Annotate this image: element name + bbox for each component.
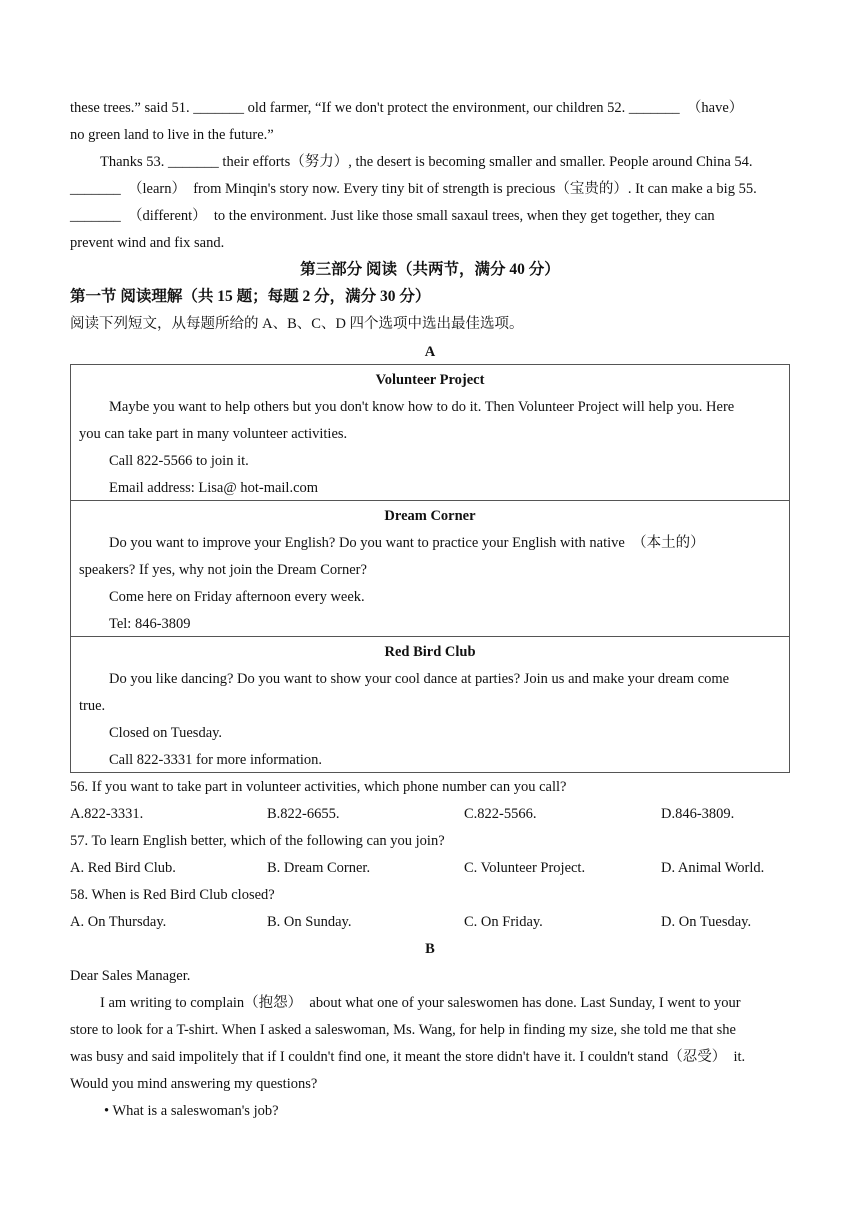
question-stem: 56. If you want to take part in volunteer activities, which phone number can you call?: [70, 779, 567, 795]
bullet-question: • What is a saleswoman's job?: [104, 1103, 279, 1119]
answer-option: D. On Tuesday.: [661, 914, 752, 930]
answer-option: A.822-3331.: [70, 806, 144, 822]
passage-label: A: [424, 344, 436, 360]
letter-line: was busy and said impolitely that if I couldn't find one, it meant the store didn't have it. I couldn't stand（忍受） it.: [70, 1049, 746, 1065]
passage-line: no green land to live in the future.”: [70, 127, 274, 143]
ad-line: Maybe you want to help others but you don't know how to do it. Then Volunteer Project will help you. Here: [109, 399, 735, 415]
ad-line: true.: [79, 698, 106, 714]
answer-option: C.822-5566.: [464, 806, 537, 822]
answer-option: A. On Thursday.: [70, 914, 167, 930]
section-title: 第三部分 阅读（共两节，满分 40 分）: [300, 261, 560, 278]
ad-title: Dream Corner: [384, 508, 476, 524]
passage-line: these trees.” said 51. _______ old farmer, “If we don't protect the environment, our children 52. _______ （have）: [70, 100, 744, 116]
ad-box-dream-corner: [70, 500, 790, 637]
ad-line: Do you want to improve your English? Do you want to practice your English with native （本土的）: [109, 535, 705, 551]
letter-line: store to look for a T-shirt. When I asked a saleswoman, Ms. Wang, for help in finding my size, she told me that she: [70, 1022, 736, 1038]
passage-line: _______ （different） to the environment. Just like those small saxaul trees, when they get together, they can: [70, 208, 715, 224]
ad-line: speakers? If yes, why not join the Dream Corner?: [79, 562, 367, 578]
answer-option: C. Volunteer Project.: [464, 860, 586, 876]
ad-line: Do you like dancing? Do you want to show your cool dance at parties? Join us and make your dream come: [109, 671, 730, 687]
letter-salutation: Dear Sales Manager.: [70, 968, 191, 984]
answer-option: B. Dream Corner.: [267, 860, 371, 876]
answer-option: B. On Sunday.: [267, 914, 352, 930]
ad-box-red-bird-club: [70, 636, 790, 773]
answer-option: D. Animal World.: [661, 860, 765, 876]
ad-line: Call 822-3331 for more information.: [109, 752, 323, 768]
answer-option: D.846-3809.: [661, 806, 735, 822]
ad-line: Come here on Friday afternoon every week.: [109, 589, 365, 605]
passage-line: _______ （learn） from Minqin's story now. Every tiny bit of strength is precious（宝贵的）. It can make a big 55.: [70, 181, 757, 197]
ad-line: Tel: 846-3809: [109, 616, 191, 632]
passage-line: Thanks 53. _______ their efforts（努力）, the desert is becoming smaller and smaller. People around China 54.: [100, 154, 753, 170]
ad-box-volunteer-project: [70, 364, 790, 501]
ad-line: Call 822-5566 to join it.: [109, 453, 249, 469]
ad-line: you can take part in many volunteer activities.: [79, 426, 348, 442]
subsection-title: 第一节 阅读理解（共 15 题；每题 2 分，满分 30 分）: [70, 288, 431, 305]
ad-line: Closed on Tuesday.: [109, 725, 223, 741]
instruction-text: 阅读下列短文，从每题所给的 A、B、C、D 四个选项中选出最佳选项。: [70, 316, 524, 332]
passage-line: prevent wind and fix sand.: [70, 235, 225, 251]
ad-title: Volunteer Project: [375, 372, 485, 388]
passage-label: B: [425, 941, 435, 957]
ad-line: Email address: Lisa@ hot-mail.com: [109, 480, 319, 496]
question-stem: 57. To learn English better, which of the following can you join?: [70, 833, 445, 849]
ad-title: Red Bird Club: [384, 644, 476, 660]
answer-option: B.822-6655.: [267, 806, 340, 822]
answer-option: C. On Friday.: [464, 914, 543, 930]
letter-line: I am writing to complain（抱怨） about what one of your saleswomen has done. Last Sunday, I went to your: [100, 995, 741, 1011]
letter-line: Would you mind answering my questions?: [70, 1076, 318, 1092]
question-stem: 58. When is Red Bird Club closed?: [70, 887, 275, 903]
answer-option: A. Red Bird Club.: [70, 860, 176, 876]
